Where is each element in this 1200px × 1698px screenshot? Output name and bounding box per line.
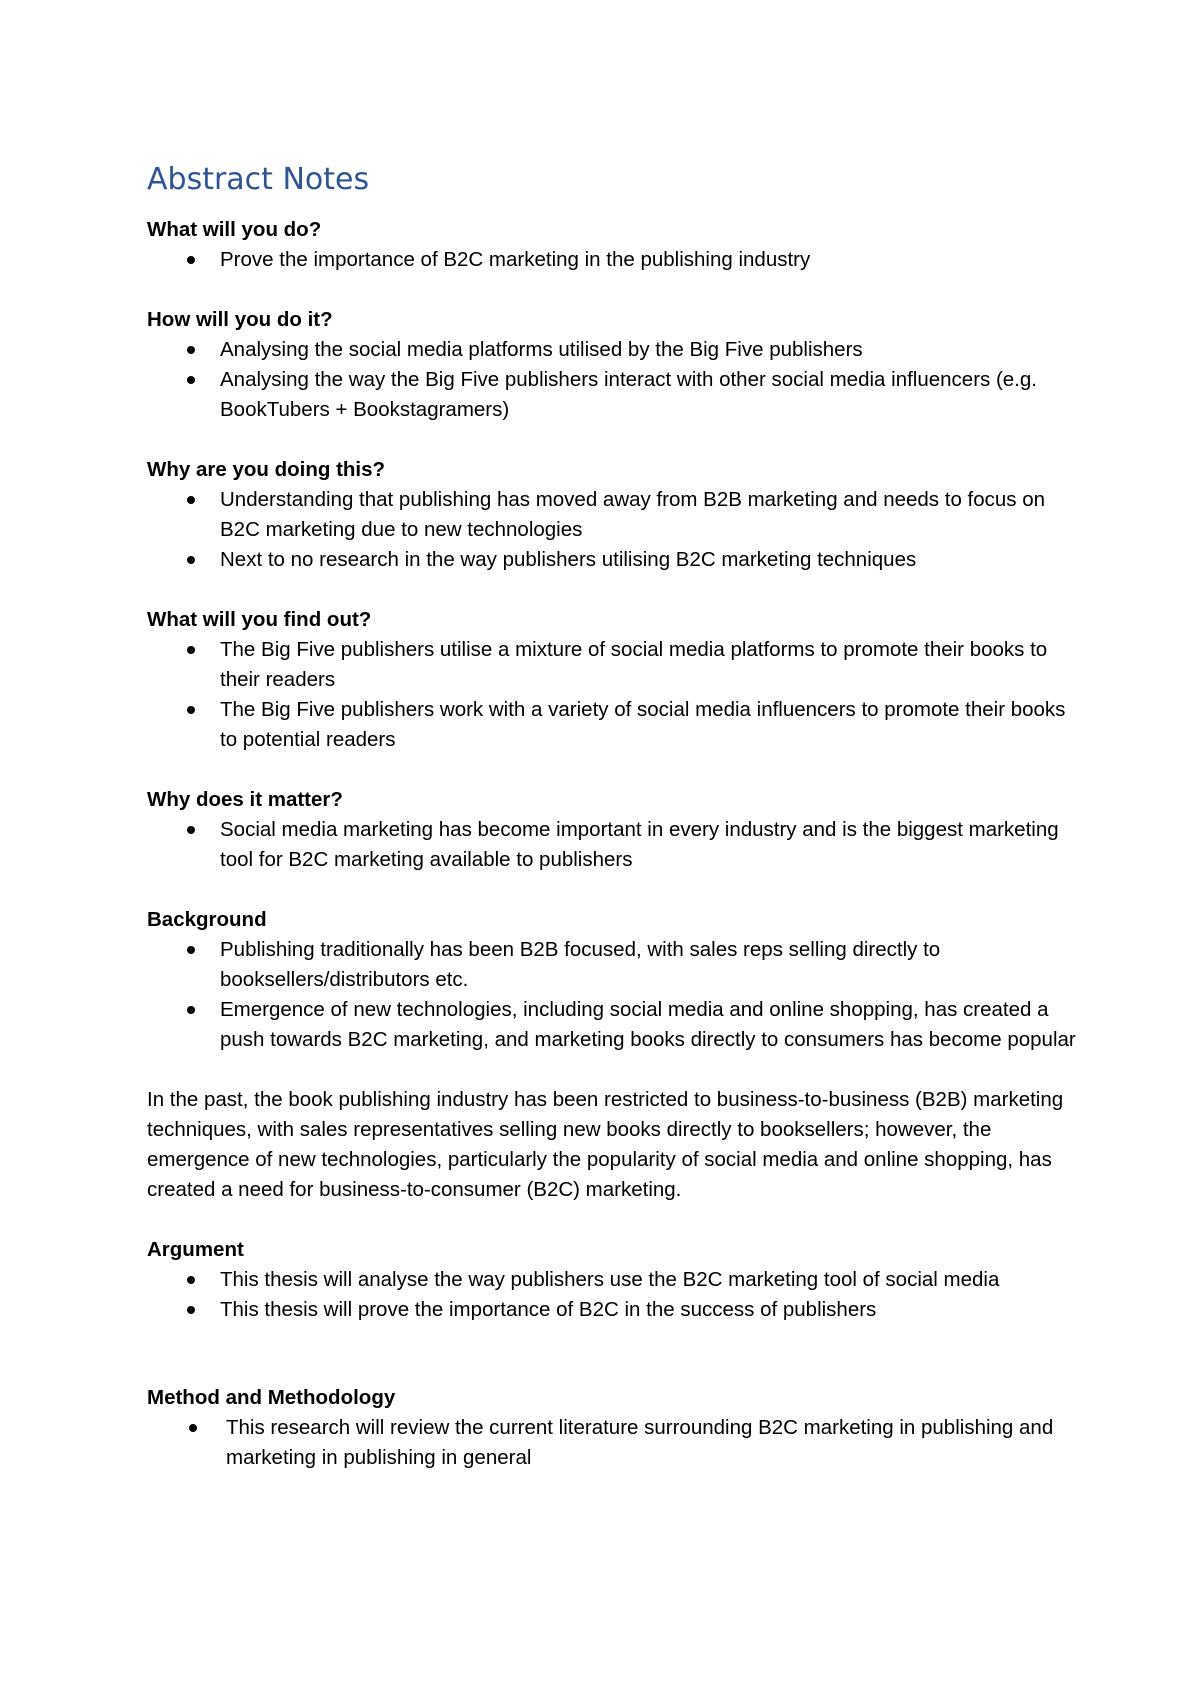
bullet-icon xyxy=(187,496,195,504)
bullet-icon xyxy=(187,376,195,384)
bullet-icon xyxy=(187,1276,195,1284)
list-item-text: The Big Five publishers work with a variety of social media influencers to promote their books to potential readers xyxy=(220,698,1066,751)
bullet-list xyxy=(147,1413,1087,1473)
list-item xyxy=(147,365,1087,425)
section-heading: What will you do? xyxy=(147,218,322,241)
body-paragraph: In the past, the book publishing industry has been restricted to business-to-business (B2B) marketing techniques, with sales representatives selling new books directly to booksellers; however, the emergence of new technologies, particularly the popularity of social media and online shopping, has created a need for business-to-consumer (B2C) marketing. xyxy=(147,1088,1064,1201)
list-item-text: Prove the importance of B2C marketing in the publishing industry xyxy=(220,248,811,271)
bullet-icon xyxy=(187,706,195,714)
section-heading: Why are you doing this? xyxy=(147,458,386,481)
list-item-text: This thesis will prove the importance of B2C in the success of publishers xyxy=(220,1298,877,1321)
bullet-icon xyxy=(187,646,195,654)
section-method xyxy=(147,1383,1087,1473)
list-item xyxy=(147,545,1087,575)
bullet-icon xyxy=(187,346,195,354)
list-item-text: This research will review the current literature surrounding B2C marketing in publishing and marketing in publishing in general xyxy=(226,1416,1054,1469)
bullet-icon xyxy=(189,1424,197,1432)
list-item xyxy=(147,335,1087,365)
list-item-text: This thesis will analyse the way publishers use the B2C marketing tool of social media xyxy=(220,1268,1000,1291)
document-title: Abstract Notes xyxy=(147,162,370,197)
list-item xyxy=(147,1413,1087,1473)
section-how xyxy=(147,305,1087,425)
section-why xyxy=(147,455,1087,575)
list-item-text: Next to no research in the way publishers utilising B2C marketing techniques xyxy=(220,548,917,571)
list-item-text: Social media marketing has become important in every industry and is the biggest marketing tool for B2C marketing available to publishers xyxy=(220,818,1059,871)
list-item xyxy=(147,635,1087,695)
document-body xyxy=(147,160,1087,1503)
bullet-icon xyxy=(187,1306,195,1314)
list-item-text: Analysing the way the Big Five publishers interact with other social media influencers (e.g. BookTubers + Bookstagramers) xyxy=(220,368,1037,421)
bullet-icon xyxy=(187,946,195,954)
section-heading: Background xyxy=(147,908,267,931)
list-item xyxy=(147,1295,1087,1325)
list-item-text: Publishing traditionally has been B2B focused, with sales reps selling directly to booksellers/distributors etc. xyxy=(220,938,941,991)
list-item xyxy=(147,485,1087,545)
list-item xyxy=(147,815,1087,875)
list-item xyxy=(147,995,1087,1055)
bullet-list xyxy=(147,635,1087,755)
bullet-list xyxy=(147,335,1087,425)
section-heading: How will you do it? xyxy=(147,308,333,331)
bullet-list xyxy=(147,485,1087,575)
section-what xyxy=(147,215,1087,275)
list-item-text: Analysing the social media platforms utilised by the Big Five publishers xyxy=(220,338,863,361)
section-matter xyxy=(147,785,1087,875)
bullet-list xyxy=(147,1265,1087,1325)
list-item xyxy=(147,935,1087,995)
section-find-out xyxy=(147,605,1087,755)
section-argument xyxy=(147,1235,1087,1325)
bullet-list xyxy=(147,245,1087,275)
bullet-list xyxy=(147,815,1087,875)
bullet-icon xyxy=(187,826,195,834)
section-heading: What will you find out? xyxy=(147,608,372,631)
list-item-text: The Big Five publishers utilise a mixture of social media platforms to promote their books to their readers xyxy=(220,638,1048,691)
list-item-text: Understanding that publishing has moved away from B2B marketing and needs to focus on B2C marketing due to new technologies xyxy=(220,488,1046,541)
bullet-icon xyxy=(187,556,195,564)
bullet-icon xyxy=(187,1006,195,1014)
section-heading: Method and Methodology xyxy=(147,1386,396,1409)
list-item xyxy=(147,1265,1087,1295)
section-background xyxy=(147,905,1087,1055)
bullet-icon xyxy=(187,256,195,264)
list-item xyxy=(147,695,1087,755)
bullet-list xyxy=(147,935,1087,1055)
section-heading: Argument xyxy=(147,1238,244,1261)
section-heading: Why does it matter? xyxy=(147,788,343,811)
list-item-text: Emergence of new technologies, including social media and online shopping, has created a push towards B2C marketing, and marketing books directly to consumers has become popular xyxy=(220,998,1076,1051)
list-item xyxy=(147,245,1087,275)
